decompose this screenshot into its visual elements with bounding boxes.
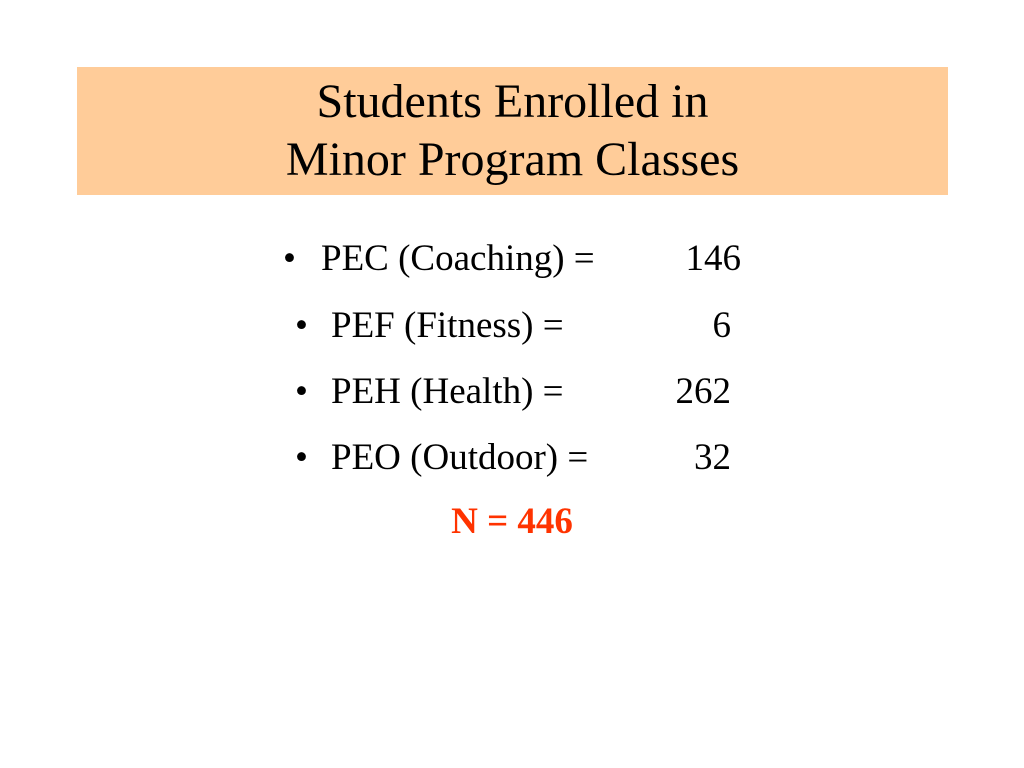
list-item-value: 32 xyxy=(694,437,731,478)
list-item-value: 6 xyxy=(712,305,731,346)
slide-title-line-1: Students Enrolled in xyxy=(316,75,709,128)
list-item-pec xyxy=(283,237,743,281)
bullet-icon: • xyxy=(283,238,296,279)
list-item-label: PEH (Health) = xyxy=(331,371,564,412)
bullet-icon: • xyxy=(295,305,308,346)
list-item-label: PEC (Coaching) = xyxy=(321,238,595,279)
bullet-icon: • xyxy=(295,371,308,412)
list-item-label: PEO (Outdoor) = xyxy=(331,437,589,478)
list-item-value: 146 xyxy=(685,238,741,279)
list-item-peh xyxy=(295,370,735,414)
total-count: N = 446 xyxy=(451,501,573,542)
list-item-label: PEF (Fitness) = xyxy=(331,305,564,346)
list-item-pef xyxy=(295,304,735,348)
slide-title-banner xyxy=(77,67,948,195)
bullet-icon: • xyxy=(295,437,308,478)
list-item-peo xyxy=(295,436,735,480)
slide-title-line-2: Minor Program Classes xyxy=(285,133,740,186)
list-item-value: 262 xyxy=(675,371,731,412)
